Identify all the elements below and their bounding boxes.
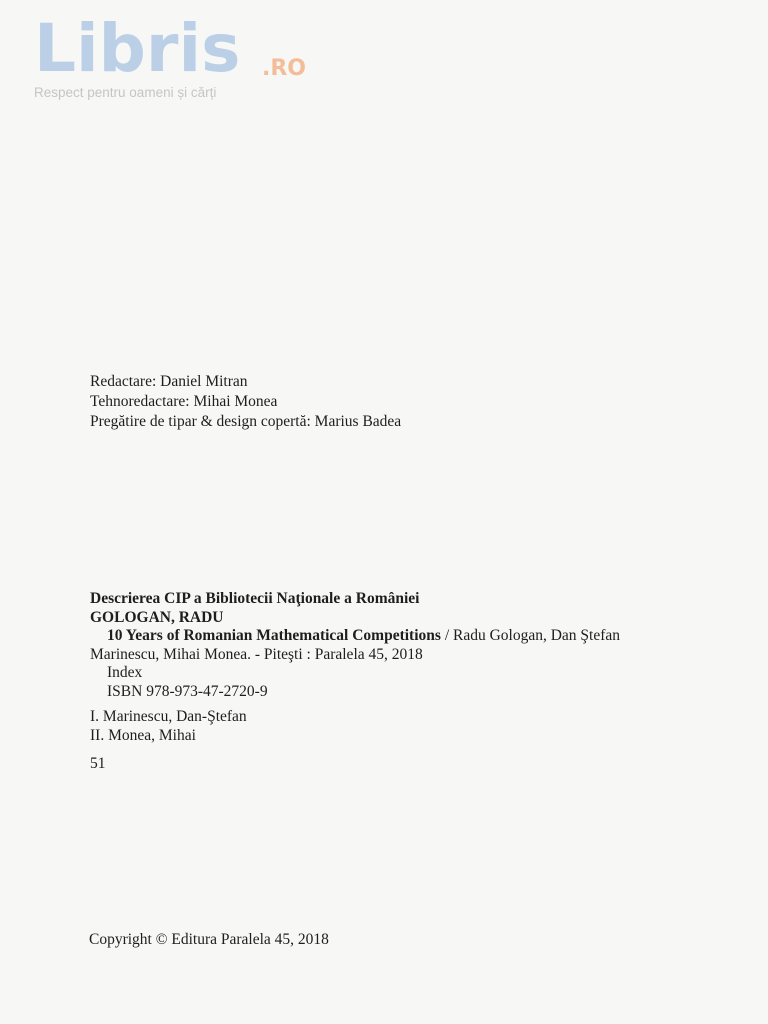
- cip-title-line: [90, 627, 730, 646]
- cip-author: GOLOGAN, RADU: [90, 608, 224, 626]
- cip-added-entry-1: I. Marinescu, Dan-Ştefan: [90, 708, 247, 725]
- cip-classification: 51: [90, 755, 106, 772]
- cip-isbn: ISBN 978-973-47-2720-9: [107, 682, 268, 700]
- cip-responsibility-cont: Marinescu, Mihai Monea. - Piteşti : Paralela 45, 2018: [90, 645, 423, 663]
- credits-block: [90, 372, 401, 432]
- watermark-tld: .RO: [262, 56, 306, 81]
- credit-design: Pregătire de tipar & design copertă: Marius Badea: [90, 413, 402, 430]
- watermark-brand: Libris: [34, 10, 241, 87]
- copyright-notice: Copyright © Editura Paralela 45, 2018: [89, 931, 329, 948]
- cip-title: 10 Years of Romanian Mathematical Competitions: [107, 627, 441, 644]
- libris-watermark: [34, 10, 334, 110]
- cip-index: Index: [107, 664, 143, 681]
- credit-typesetter: Tehnoredactare: Mihai Monea: [90, 393, 278, 410]
- cip-added-entry-2: II. Monea, Mihai: [90, 726, 196, 744]
- cip-block: [90, 590, 730, 774]
- watermark-tagline: Respect pentru oameni și cărți: [34, 85, 217, 100]
- credit-editor: Redactare: Daniel Mitran: [90, 373, 248, 390]
- cip-header: Descrierea CIP a Bibliotecii Naţionale a României: [90, 590, 420, 607]
- cip-responsibility: / Radu Gologan, Dan Ştefan: [440, 627, 621, 644]
